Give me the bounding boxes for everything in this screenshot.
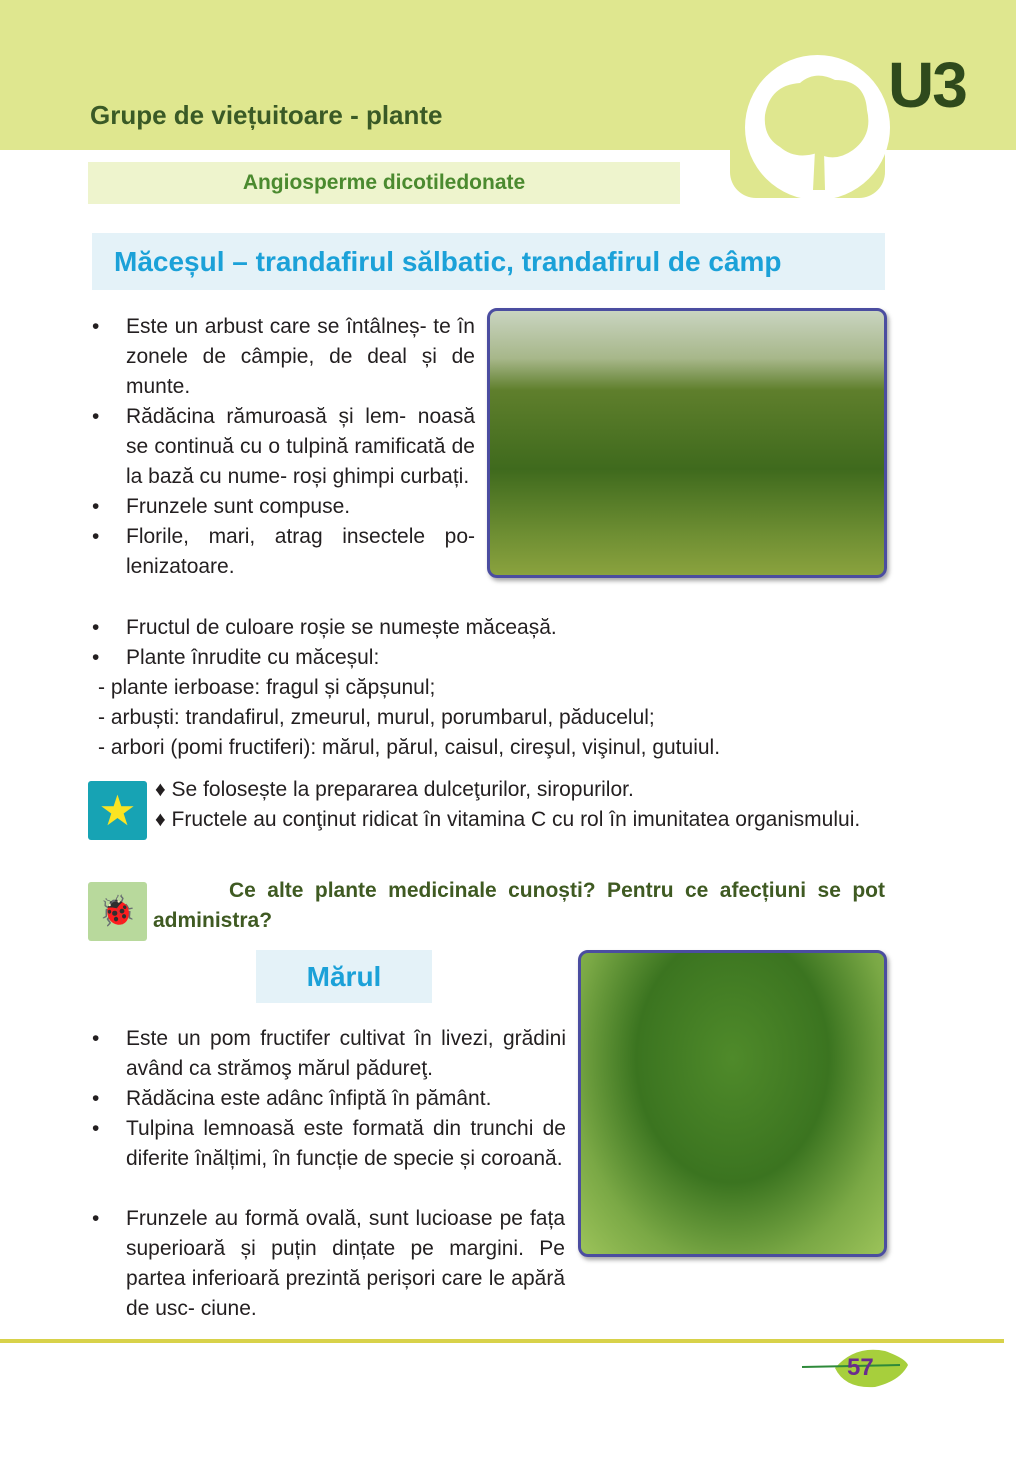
chapter-title: Grupe de viețuitoare - plante (90, 100, 443, 130)
tree-icon (745, 55, 890, 200)
related-item: - arbori (pomi fructiferi): mărul, părul, caisul, cireşul, vişinul, gutuiul. (98, 736, 721, 759)
macesul-bullets-top (90, 312, 475, 582)
list-item: • Rădăcina rămuroasă și lem- noasă se continuă cu o tulpină ramificată de la bază cu nume- roși ghimpi curbați. (90, 402, 475, 492)
use-item: ♦ Se folosește la prepararea dulceţurilor, siropurilor. (155, 778, 634, 801)
list-item (90, 1204, 885, 1324)
macesul-heading: Măceșul – trandafirul sălbatic, trandafirul de câmp (92, 233, 885, 290)
list-item: • Este un arbust care se întâlneș- te în zonele de câmpie, de deal și de munte. (90, 312, 475, 402)
list-item: • Tulpina lemnoasă este formată din trunchi de diferite înălțimi, în funcție de specie și coroană. (90, 1114, 566, 1174)
list-item-text: Frunzele au formă ovală, sunt lucioase pe fața superioară și puțin dințate pe margini. Pe partea inferioară prezintă perișori care le apără de usc- ciune. (126, 1207, 565, 1320)
question-text: Ce alte plante medicinale cunoști? Pentru ce afecțiuni se pot administra? (153, 879, 885, 932)
ladybug-icon: 🐞 (88, 882, 147, 941)
list-item: • Florile, mari, atrag insectele po- lenizatoare. (90, 522, 475, 582)
star-icon: ★ (88, 781, 147, 840)
page-number: 57 (847, 1354, 874, 1381)
marul-bullets-bottom (90, 1204, 885, 1324)
uses-list (153, 775, 885, 835)
unit-label: U3 (888, 49, 966, 121)
use-item: ♦ Fructele au conţinut ridicat în vitamina C cu rol în imunitatea organismului. (155, 808, 861, 831)
marul-heading: Mărul (256, 950, 432, 1003)
list-item: • Plante înrudite cu măceșul: (90, 643, 885, 673)
rosehip-bush-photo (487, 308, 887, 578)
marul-bullets (90, 1024, 566, 1174)
related-item: - arbuști: trandafirul, zmeurul, murul, porumbarul, păducelul; (98, 706, 655, 729)
related-item: - plante ierboase: fragul și căpșunul; (98, 676, 436, 699)
list-item: • Rădăcina este adânc înfiptă în pământ. (90, 1084, 566, 1114)
list-item: • Frunzele sunt compuse. (90, 492, 475, 522)
tree-emblem (745, 55, 890, 200)
list-item: • Fructul de culoare roșie se numește măceașă. (90, 613, 885, 643)
macesul-bullets-bottom (90, 613, 885, 763)
section-title: Angiosperme dicotiledonate (88, 162, 680, 204)
list-item: • Este un pom fructifer cultivat în livezi, grădini având ca strămoş mărul pădureţ. (90, 1024, 566, 1084)
